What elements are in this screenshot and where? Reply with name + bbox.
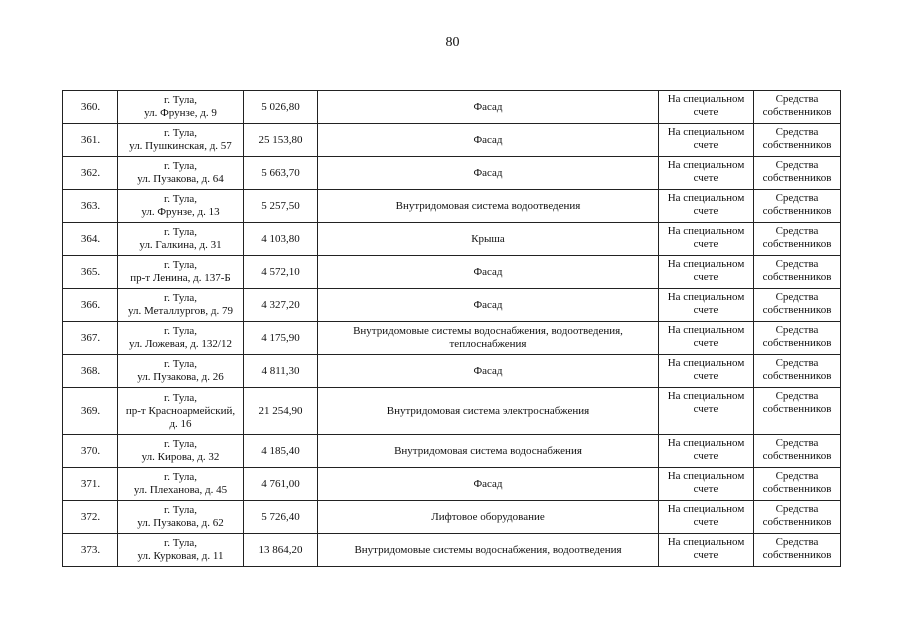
- work-type: Внутридомовые системы водоснабжения, водоотведения: [354, 543, 622, 556]
- source-line2: собственников: [762, 516, 832, 528]
- address-cell: [118, 289, 244, 322]
- funding-source-cell: [754, 322, 841, 355]
- work-type-cell: [318, 190, 659, 223]
- source-line2: собственников: [762, 106, 832, 118]
- address-city: г. Тула,: [163, 160, 198, 172]
- cost-cell: 4 811,30: [244, 355, 318, 388]
- table-row: [63, 124, 841, 157]
- work-type: Фасад: [473, 166, 503, 179]
- table-row: [63, 355, 841, 388]
- work-type-cell: [318, 91, 659, 124]
- funding-source-cell: [754, 190, 841, 223]
- address-cell: [118, 124, 244, 157]
- table-row: [63, 322, 841, 355]
- source-line2: собственников: [762, 139, 832, 151]
- account-line1: На специальном: [667, 291, 745, 303]
- table-row: [63, 256, 841, 289]
- work-type: Крыша: [471, 232, 505, 245]
- account-line1: На специальном: [667, 126, 745, 138]
- source-line2: собственников: [762, 483, 832, 495]
- account-line1: На специальном: [667, 159, 745, 171]
- address-cell: [118, 501, 244, 534]
- table-row: [63, 190, 841, 223]
- work-type: Внутридомовая система электроснабжения: [386, 404, 590, 417]
- source-line1: Средства: [775, 503, 819, 515]
- account-cell: [659, 534, 754, 567]
- work-type-cell: [318, 355, 659, 388]
- cost-cell: 13 864,20: [244, 534, 318, 567]
- work-type: Внутридомовая система водоснабжения: [394, 444, 582, 457]
- funding-source-cell: [754, 91, 841, 124]
- work-type: Фасад: [473, 364, 503, 377]
- source-line1: Средства: [775, 470, 819, 482]
- funding-source-cell: [754, 501, 841, 534]
- account-cell: [659, 355, 754, 388]
- funding-source-cell: [754, 289, 841, 322]
- address-street: ул. Фрунзе, д. 13: [141, 206, 220, 218]
- address-cell: [118, 322, 244, 355]
- address-city: г. Тула,: [163, 127, 198, 139]
- address-cell: [118, 91, 244, 124]
- address-street: ул. Галкина, д. 31: [139, 239, 222, 251]
- row-number: 363.: [63, 190, 118, 223]
- row-number: 364.: [63, 223, 118, 256]
- source-line2: собственников: [762, 403, 832, 415]
- work-type-cell: [318, 124, 659, 157]
- account-line2: счете: [693, 483, 719, 495]
- address-city: г. Тула,: [163, 471, 198, 483]
- account-cell: [659, 435, 754, 468]
- address-street-cont: д. 16: [169, 417, 192, 430]
- funding-source-cell: [754, 256, 841, 289]
- work-type-cell: [318, 501, 659, 534]
- address-city: г. Тула,: [163, 504, 198, 516]
- account-line1: На специальном: [667, 225, 745, 237]
- account-cell: [659, 468, 754, 501]
- source-line1: Средства: [775, 159, 819, 171]
- funding-source-cell: [754, 124, 841, 157]
- account-line2: счете: [693, 106, 719, 118]
- address-city: г. Тула,: [163, 358, 198, 370]
- address-city: г. Тула,: [163, 325, 198, 337]
- row-number: 367.: [63, 322, 118, 355]
- address-street: ул. Плеханова, д. 45: [133, 484, 228, 496]
- work-type: Фасад: [473, 265, 503, 278]
- account-cell: [659, 256, 754, 289]
- row-number: 360.: [63, 91, 118, 124]
- address-city: г. Тула,: [163, 94, 198, 106]
- work-type-cell: [318, 534, 659, 567]
- cost-cell: 4 103,80: [244, 223, 318, 256]
- cost-cell: 4 761,00: [244, 468, 318, 501]
- account-line2: счете: [693, 516, 719, 528]
- row-number: 362.: [63, 157, 118, 190]
- account-line2: счете: [693, 139, 719, 151]
- table-row: [63, 223, 841, 256]
- source-line2: собственников: [762, 205, 832, 217]
- row-number: 361.: [63, 124, 118, 157]
- address-cell: [118, 223, 244, 256]
- cost-cell: 4 185,40: [244, 435, 318, 468]
- address-city: г. Тула,: [163, 193, 198, 205]
- cost-cell: 5 663,70: [244, 157, 318, 190]
- work-type-cell: [318, 468, 659, 501]
- source-line1: Средства: [775, 126, 819, 138]
- account-line2: счете: [693, 370, 719, 382]
- account-line2: счете: [693, 549, 719, 561]
- work-type: Внутридомовые системы водоснабжения, водоотведения,: [353, 325, 623, 337]
- cost-cell: 4 572,10: [244, 256, 318, 289]
- table-row: [63, 468, 841, 501]
- source-line1: Средства: [775, 258, 819, 270]
- source-line1: Средства: [775, 93, 819, 105]
- work-type-cell: [318, 223, 659, 256]
- account-line1: На специальном: [667, 437, 745, 449]
- address-street: ул. Пузакова, д. 62: [137, 517, 224, 529]
- row-number: 371.: [63, 468, 118, 501]
- row-number: 373.: [63, 534, 118, 567]
- work-type: Фасад: [473, 477, 503, 490]
- account-line1: На специальном: [667, 357, 745, 369]
- address-street: ул. Пузакова, д. 64: [137, 173, 224, 185]
- address-cell: [118, 256, 244, 289]
- account-line2: счете: [693, 450, 719, 462]
- work-type-cell: [318, 435, 659, 468]
- table-row: [63, 534, 841, 567]
- cost-cell: 4 327,20: [244, 289, 318, 322]
- address-street: пр-т Красноармейский,: [125, 404, 236, 417]
- address-street: пр-т Ленина, д. 137-Б: [130, 272, 231, 284]
- repair-table: [62, 90, 841, 567]
- row-number: 368.: [63, 355, 118, 388]
- account-line2: счете: [693, 172, 719, 184]
- funding-source-cell: [754, 468, 841, 501]
- account-cell: [659, 501, 754, 534]
- work-type-cell: [318, 388, 659, 435]
- cost-cell: 5 726,40: [244, 501, 318, 534]
- account-cell: [659, 91, 754, 124]
- address-city: г. Тула,: [163, 226, 198, 238]
- address-cell: [118, 435, 244, 468]
- account-line2: счете: [693, 271, 719, 283]
- address-street: ул. Металлургов, д. 79: [128, 305, 233, 317]
- account-line2: счете: [693, 238, 719, 250]
- work-type-cell: [318, 157, 659, 190]
- account-line1: На специальном: [667, 536, 745, 548]
- account-line1: На специальном: [667, 324, 745, 336]
- table-row: [63, 289, 841, 322]
- address-cell: [118, 534, 244, 567]
- account-line2: счете: [693, 403, 719, 415]
- source-line1: Средства: [775, 357, 819, 369]
- table-row: [63, 388, 841, 435]
- source-line2: собственников: [762, 370, 832, 382]
- address-cell: [118, 157, 244, 190]
- cost-cell: 5 257,50: [244, 190, 318, 223]
- source-line1: Средства: [775, 291, 819, 303]
- account-cell: [659, 190, 754, 223]
- account-line2: счете: [693, 304, 719, 316]
- account-cell: [659, 124, 754, 157]
- source-line1: Средства: [775, 390, 819, 402]
- cost-cell: 5 026,80: [244, 91, 318, 124]
- address-city: г. Тула,: [163, 391, 198, 404]
- account-line1: На специальном: [667, 192, 745, 204]
- work-type-cell: [318, 256, 659, 289]
- work-type: Лифтовое оборудование: [431, 510, 545, 523]
- address-cell: [118, 388, 244, 435]
- row-number: 369.: [63, 388, 118, 435]
- source-line2: собственников: [762, 549, 832, 561]
- table-row: [63, 91, 841, 124]
- source-line2: собственников: [762, 271, 832, 283]
- source-line1: Средства: [775, 225, 819, 237]
- account-line1: На специальном: [667, 258, 745, 270]
- source-line1: Средства: [775, 437, 819, 449]
- account-line1: На специальном: [667, 390, 745, 402]
- source-line1: Средства: [775, 536, 819, 548]
- source-line2: собственников: [762, 337, 832, 349]
- work-type-cell: [318, 289, 659, 322]
- funding-source-cell: [754, 223, 841, 256]
- work-type: Фасад: [473, 100, 503, 113]
- source-line1: Средства: [775, 192, 819, 204]
- address-street: ул. Пушкинская, д. 57: [129, 140, 232, 152]
- account-cell: [659, 223, 754, 256]
- work-type: Внутридомовая система водоотведения: [395, 199, 581, 212]
- address-city: г. Тула,: [163, 537, 198, 549]
- account-cell: [659, 388, 754, 435]
- address-city: г. Тула,: [163, 259, 198, 271]
- table-row: [63, 435, 841, 468]
- row-number: 366.: [63, 289, 118, 322]
- funding-source-cell: [754, 435, 841, 468]
- address-cell: [118, 468, 244, 501]
- address-street: ул. Кирова, д. 32: [141, 451, 220, 463]
- funding-source-cell: [754, 534, 841, 567]
- row-number: 370.: [63, 435, 118, 468]
- account-line2: счете: [693, 337, 719, 349]
- work-type: Фасад: [473, 298, 503, 311]
- account-line2: счете: [693, 205, 719, 217]
- cost-cell: 21 254,90: [244, 388, 318, 435]
- source-line2: собственников: [762, 238, 832, 250]
- row-number: 372.: [63, 501, 118, 534]
- row-number: 365.: [63, 256, 118, 289]
- address-cell: [118, 355, 244, 388]
- table-row: [63, 501, 841, 534]
- page-number: 80: [445, 35, 460, 50]
- funding-source-cell: [754, 388, 841, 435]
- work-type: Фасад: [473, 133, 503, 146]
- work-type-cell: [318, 322, 659, 355]
- account-cell: [659, 289, 754, 322]
- address-cell: [118, 190, 244, 223]
- funding-source-cell: [754, 157, 841, 190]
- account-line1: На специальном: [667, 93, 745, 105]
- source-line2: собственников: [762, 304, 832, 316]
- account-cell: [659, 322, 754, 355]
- account-line1: На специальном: [667, 503, 745, 515]
- cost-cell: 4 175,90: [244, 322, 318, 355]
- table-row: [63, 157, 841, 190]
- account-cell: [659, 157, 754, 190]
- funding-source-cell: [754, 355, 841, 388]
- work-type-cont: теплоснабжения: [449, 338, 527, 350]
- table-body: [63, 91, 841, 567]
- source-line2: собственников: [762, 450, 832, 462]
- source-line1: Средства: [775, 324, 819, 336]
- address-street: ул. Фрунзе, д. 9: [144, 107, 217, 119]
- address-street: ул. Курковая, д. 11: [137, 550, 224, 562]
- account-line1: На специальном: [667, 470, 745, 482]
- address-city: г. Тула,: [163, 292, 198, 304]
- address-street: ул. Пузакова, д. 26: [137, 371, 224, 383]
- cost-cell: 25 153,80: [244, 124, 318, 157]
- address-street: ул. Ложевая, д. 132/12: [129, 338, 232, 350]
- source-line2: собственников: [762, 172, 832, 184]
- address-city: г. Тула,: [163, 438, 198, 450]
